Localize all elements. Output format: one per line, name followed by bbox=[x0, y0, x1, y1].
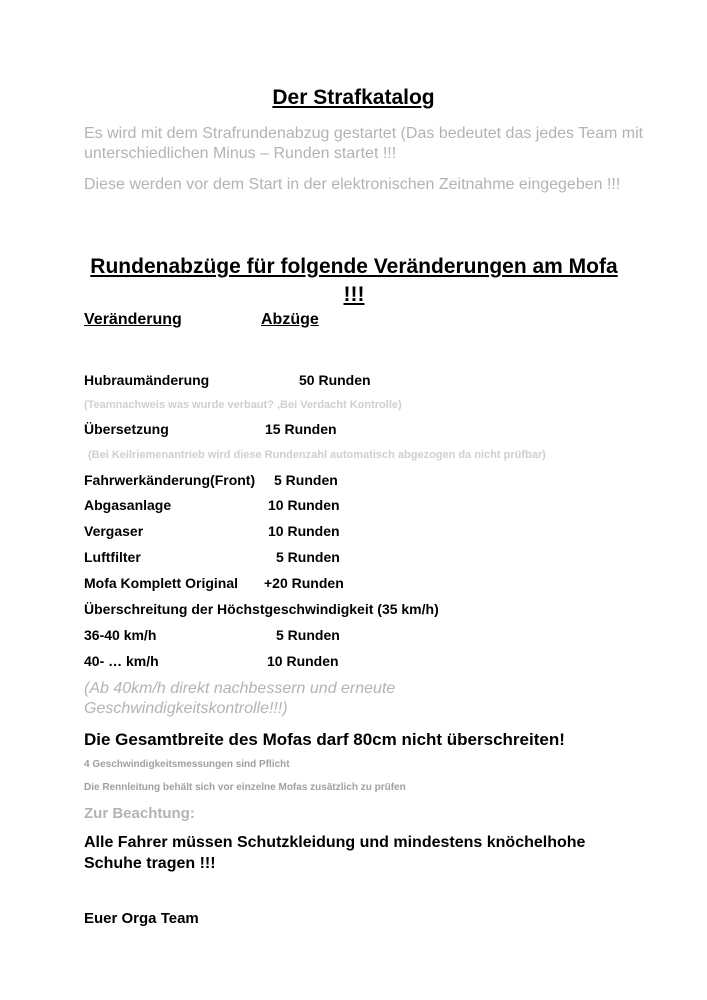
penalty-value: 10 Runden bbox=[268, 523, 340, 539]
penalty-value: 10 Runden bbox=[268, 497, 340, 513]
penalty-label: Übersetzung bbox=[84, 421, 169, 437]
penalty-note: (Teamnachweis was wurde verbaut? ,Bei Verdacht Kontrolle) bbox=[84, 399, 402, 411]
signature: Euer Orga Team bbox=[84, 910, 199, 927]
column-header-deduction: Abzüge bbox=[261, 311, 319, 328]
width-rule: Die Gesamtbreite des Mofas darf 80cm nicht überschreiten! bbox=[84, 730, 565, 749]
penalty-note: (Bei Keilriemenantrieb wird diese Rundenzahl automatisch abgezogen da nicht prüfbar) bbox=[88, 449, 546, 461]
speed-note: (Ab 40km/h direkt nachbessern und erneute Geschwindigkeitskontrolle!!!) bbox=[84, 680, 396, 717]
penalty-value: 50 Runden bbox=[299, 372, 371, 388]
attention-text: Alle Fahrer müssen Schutzkleidung und mindestens knöchelhohe Schuhe tragen !!! bbox=[84, 834, 586, 872]
penalty-label: Hubraumänderung bbox=[84, 372, 210, 388]
small-note: 4 Geschwindigkeitsmessungen sind Pflicht bbox=[84, 759, 290, 770]
penalty-value: 5 Runden bbox=[276, 549, 340, 565]
intro-paragraph: Diese werden vor dem Start in der elektronischen Zeitnahme eingegeben !!! bbox=[84, 176, 621, 193]
penalty-label: Überschreitung der Höchstgeschwindigkeit (35 km/h) bbox=[84, 601, 439, 617]
penalty-value: 5 Runden bbox=[274, 472, 338, 488]
penalty-label: Luftfilter bbox=[84, 549, 141, 565]
page-title: Der Strafkatalog bbox=[272, 86, 435, 109]
penalty-label: Mofa Komplett Original bbox=[84, 575, 238, 591]
section-heading: Rundenabzüge für folgende Veränderungen am Mofa !!! bbox=[90, 255, 618, 306]
penalty-label: 36-40 km/h bbox=[84, 627, 157, 643]
penalty-value: 5 Runden bbox=[276, 627, 340, 643]
penalty-value: 15 Runden bbox=[265, 421, 337, 437]
intro-paragraph: Es wird mit dem Strafrundenabzug gestartet (Das bedeutet das jedes Team mit unterschiedlichen Minus – Runden startet !!! bbox=[84, 125, 644, 162]
penalty-value: +20 Runden bbox=[264, 575, 344, 591]
small-note: Die Rennleitung behält sich vor einzelne Mofas zusätzlich zu prüfen bbox=[84, 782, 406, 793]
column-header-change: Veränderung bbox=[84, 311, 182, 328]
penalty-label: Abgasanlage bbox=[84, 497, 172, 513]
penalty-label: Vergaser bbox=[84, 523, 144, 539]
penalty-label: 40- … km/h bbox=[84, 653, 159, 669]
beachtung-heading: Zur Beachtung: bbox=[84, 805, 195, 822]
penalty-value: 10 Runden bbox=[267, 653, 339, 669]
penalty-label: Fahrwerkänderung(Front) bbox=[84, 472, 256, 488]
